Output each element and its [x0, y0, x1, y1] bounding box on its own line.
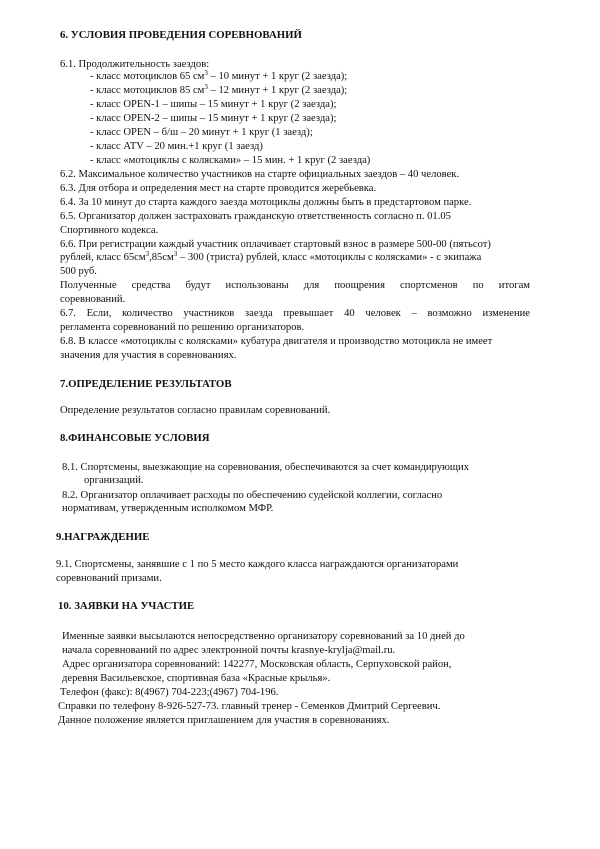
- class-list-item: - класс мотоциклов 65 $см^3 - 10$ минут + 1 круг (2 заезда);: [90, 69, 348, 82]
- section-7-text: Определение результатов согласно правилам соревнований.: [60, 405, 331, 416]
- section-7-heading: 7.ОПРЕДЕЛЕНИЕ РЕЗУЛЬТАТОВ: [60, 378, 232, 390]
- section-9-heading: 9.НАГРАЖДЕНИЕ: [56, 531, 150, 543]
- section-10-line-7: Данное положение является приглашением для участия в соревнованиях.: [58, 715, 390, 726]
- section-6-heading: 6. УСЛОВИЯ ПРОВЕДЕНИЯ СОРЕВНОВАНИЙ: [60, 29, 302, 41]
- section-6-6-line-1: 6.6. При регистрации каждый участник оплачивает стартовый взнос в размере 500-00 (пятьсот): [60, 239, 491, 250]
- section-6-6-line-2: рублей, класс $65см^3,85см^3 - 300$ (триста) рублей, класс «мотоциклы с колясками» - с экипажа: [60, 250, 482, 263]
- section-10-line-1: Именные заявки высылаются непосредственно организатору соревнований за 10 дней до: [62, 631, 465, 642]
- section-10-line-2: начала соревнований по адрес электронной почты krasnye-krylja@mail.ru.: [62, 645, 396, 656]
- section-6-4: 6.4. За 10 минут до старта каждого заезда мотоциклы должны быть в предстартовом парке.: [60, 197, 472, 208]
- section-6-5-line-2: Спортивного кодекса.: [60, 225, 159, 236]
- class-list-item: - класс OPEN – б/ш – 20 минут + 1 круг (1 заезд);: [90, 127, 313, 138]
- class-list-item: - класс OPEN-2 – шипы – 15 минут + 1 круг (2 заезда);: [90, 113, 337, 124]
- class-list-item: - класс OPEN-1 – шипы – 15 минут + 1 круг (2 заезда);: [90, 99, 337, 110]
- section-9-1-line-2: соревнований призами.: [56, 573, 162, 584]
- class-list-item: - класс ATV – 20 мин.+1 круг (1 заезд): [90, 141, 263, 152]
- section-6-7-line-1: 6.7. Если, количество участников заезда превышает 40 человек – возможно изменение: [60, 308, 530, 319]
- section-6-6-line-3: 500 руб.: [60, 266, 97, 277]
- section-8-1-line-2: организаций.: [84, 475, 144, 486]
- section-6-2: 6.2. Максимальное количество участников на старте официальных заездов – 40 человек.: [60, 169, 460, 180]
- section-9-1-line-1: 9.1. Спортсмены, занявшие с 1 по 5 место каждого класса награждаются организаторами: [56, 559, 459, 570]
- class-list-item: - класс мотоциклов 85 $см^3 - 12$ минут + 1 круг (2 заезда);: [90, 83, 348, 96]
- section-8-2-line-2: нормативам, утвержденным исполкомом МФР.: [62, 503, 274, 514]
- section-10-heading: 10. ЗАЯВКИ НА УЧАСТИЕ: [58, 600, 195, 612]
- section-6-7-line-2: регламента соревнований по решению организаторов.: [60, 322, 305, 333]
- section-6-1-title: 6.1. Продолжительность заездов:: [60, 59, 210, 70]
- section-8-1-line-1: 8.1. Спортсмены, выезжающие на соревнования, обеспечиваются за счет командирующих: [62, 462, 470, 473]
- section-8-2-line-1: 8.2. Организатор оплачивает расходы по обеспечению судейской коллегии, согласно: [62, 490, 443, 501]
- section-10-line-5: Телефон (факс): 8(4967) 704-223;(4967) 704-196.: [60, 687, 279, 698]
- section-6-8-line-2: значения для участия в соревнованиях.: [60, 350, 237, 361]
- section-6-6b-line-1: Полученные средства будут использованы для поощрения спортсменов по итогам: [60, 280, 530, 291]
- section-6-5-line-1: 6.5. Организатор должен застраховать гражданскую ответственность согласно п. 01.05: [60, 211, 451, 222]
- section-6-6b-line-2: соревнований.: [60, 294, 126, 305]
- section-10-line-6: Справки по телефону 8-926-527-73. главный тренер - Семенков Дмитрий Сергеевич.: [58, 701, 441, 712]
- section-10-line-3: Адрес организатора соревнований: 142277, Московская область, Серпуховской район,: [62, 659, 452, 670]
- class-list-item: - класс «мотоциклы с колясками» – 15 мин. + 1 круг (2 заезда): [90, 155, 371, 166]
- section-10-line-4: деревня Васильевское, спортивная база «Красные крылья».: [62, 673, 331, 684]
- section-6-8-line-1: 6.8. В классе «мотоциклы с колясками» кубатура двигателя и производство мотоцикла не имеет: [60, 336, 493, 347]
- section-8-heading: 8.ФИНАНСОВЫЕ УСЛОВИЯ: [60, 432, 210, 444]
- section-6-3: 6.3. Для отбора и определения мест на старте проводится жеребьевка.: [60, 183, 377, 194]
